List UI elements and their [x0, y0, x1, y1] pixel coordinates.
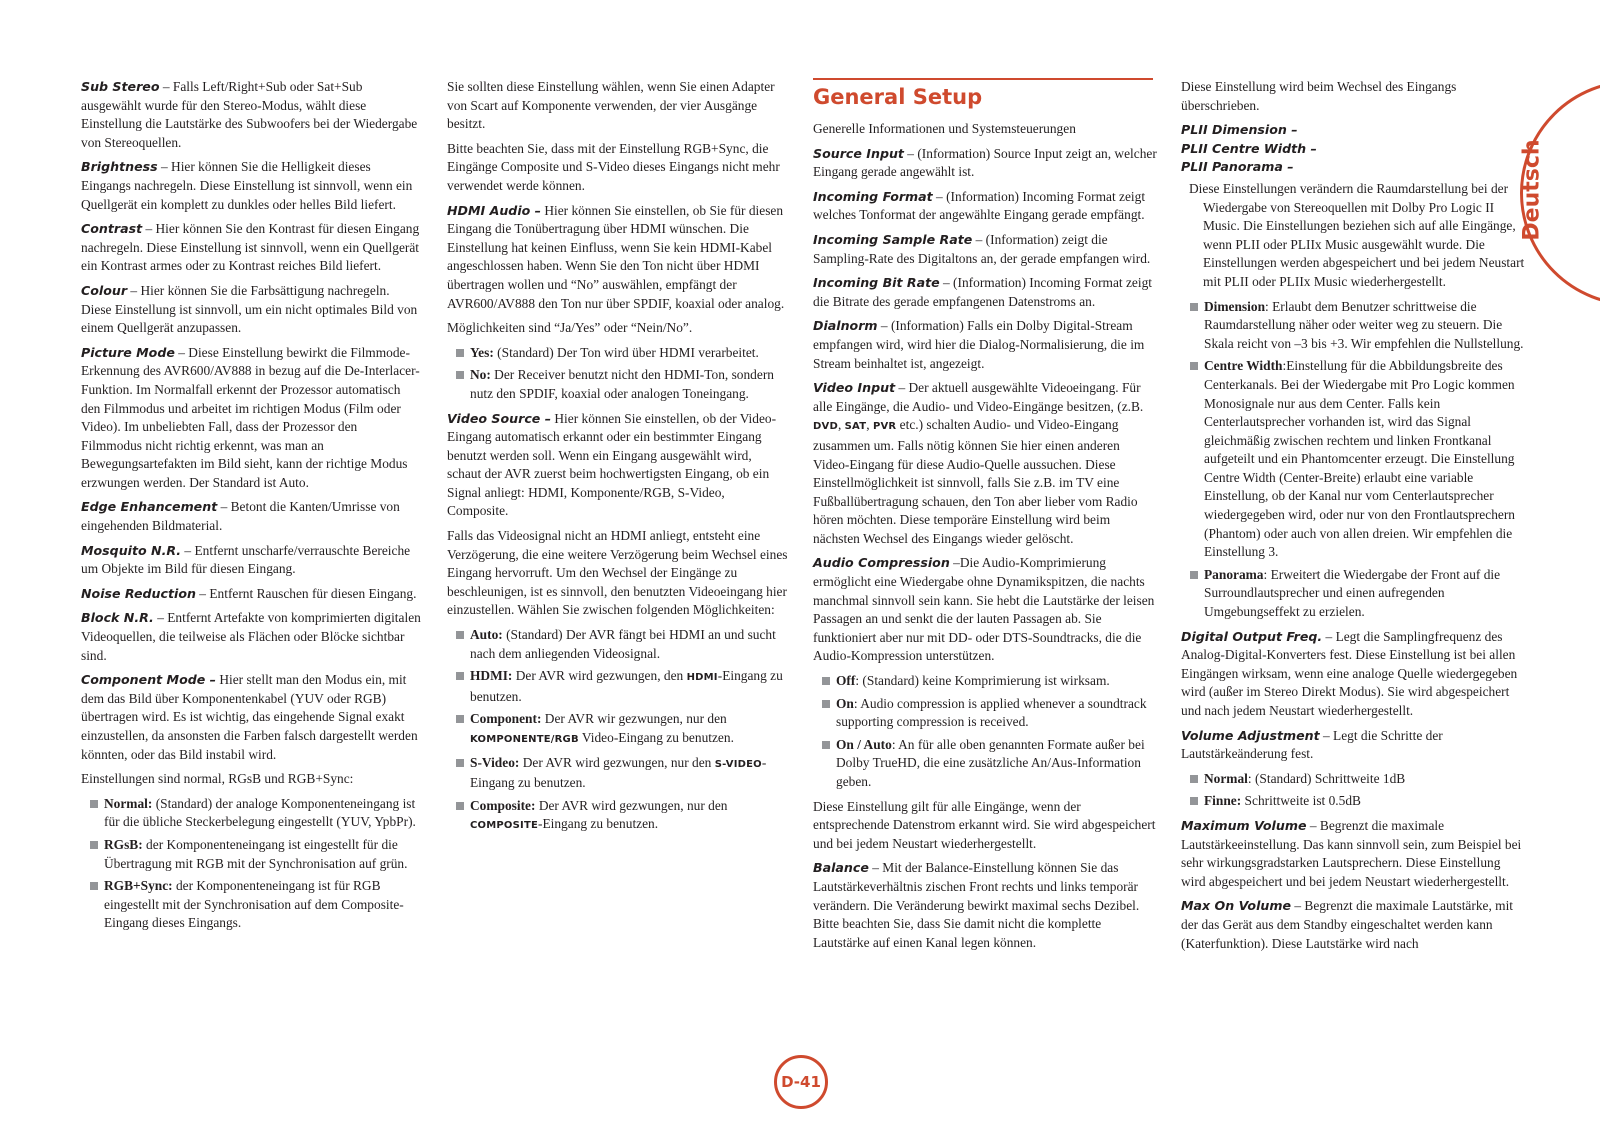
column-2	[447, 78, 789, 842]
paragraph-incoming-format: Incoming Format – (Information) Incoming Format zeigt welches Tonformat der angewählte Eingang gerade empfängt.	[813, 188, 1146, 223]
paragraph-video-input: Video Input – Der aktuell ausgewählte Videoeingang. Für alle Eingänge, die Audio- und Video-Eingänge besitzen, (z.B. DVD, SAT, PVR etc.) schalten Audio- und Video-Eingang zusammen um. Falls nötig können Sie hier einen anderen Video-Eingang für diese Audio-Quelle aussuchen. Diese Einstellmöglichkeit ist sinnvoll, falls Sie z.B. im TV eine Fußballübertragung schauen, den Ton aber lieber vom Radio hören möchten. Diese temporäre Einstellung wird beim nächsten Wechsel des Eingangs wieder gelöscht.	[813, 380, 1144, 546]
language-tab-label: Deutsch	[1519, 139, 1545, 241]
paragraph-block-nr: Block N.R. – Entfernt Artefakte von komprimierten digitalen Videoquellen, die teilweise als Flächen oder Blöcke sichtbar sind.	[81, 610, 421, 663]
paragraph-colour: Colour – Hier können Sie die Farbsättigung nachregeln. Diese Einstellung ist sinnvoll, um ein nicht optimales Bild von einem Quellgerät anzupassen.	[81, 282, 418, 336]
paragraph-edge-enhancement: Edge Enhancement – Betont die Kanten/Umrisse von eingehenden Bildmaterial.	[81, 499, 400, 534]
column-4	[1181, 78, 1526, 959]
paragraph-incoming-bit-rate: Incoming Bit Rate – (Information) Incoming Format zeigt die Bitrate des gerade empfangenen Datenstroms an.	[813, 275, 1152, 309]
paragraph-general-intro: Generelle Informationen und Systemsteuerungen	[813, 121, 1076, 136]
paragraph-audio-compression: Audio Compression –Die Audio-Komprimierung ermöglicht eine Wiedergabe ohne Dynamikspitzen, die nachts manchmal sinnvoll sein kann. Sie hebt die Lautstärke der leisen Passagen an und senkt die der lauten Passagen ab. Sie funktioniert aber nur mit DD- oder DTS-Soundtracks, die die Audio-Kompression unterstützen.	[813, 555, 1155, 664]
list-item: Normal: (Standard) Schrittweite 1dB	[1181, 770, 1526, 789]
term-pl2-centre-width: PLII Centre Width –	[1181, 140, 1317, 156]
list-item: Panorama: Erweitert die Wiedergabe der Front auf die Surroundlautsprecher und einen aufregenden Umgebungseffekt zu erzielen.	[1181, 566, 1526, 622]
list-item: Component: Der AVR wir gezwungen, nur den KOMPONENTE/RGB Video-Eingang zu benutzen.	[447, 710, 789, 749]
paragraph-mosquito: Mosquito N.R. – Entfernt unscharfe/verrauschte Bereiche um Objekte im Bild für diesen Eingang.	[81, 542, 411, 577]
list-item: No: Der Receiver benutzt nicht den HDMI-Ton, sondern nutz den SPDIF, koaxial oder analogen Toneingang.	[447, 366, 789, 403]
column-3	[813, 78, 1158, 958]
list-item: On / Auto: An für alle oben genannten Formate außer bei Dolby TrueHD, die eine zusätzliche An/Aus-Information geben.	[813, 736, 1158, 792]
list-item: Finne: Schrittweite ist 0.5dB	[1181, 792, 1526, 811]
page-number: D-41	[781, 1073, 821, 1091]
pl2-list	[1181, 298, 1526, 622]
list-item: Auto: (Standard) Der AVR fängt bei HDMI an und sucht nach dem anliegenden Videosignal.	[447, 626, 789, 663]
paragraph-pl2-intro: Diese Einstellungen verändern die Raumdarstellung bei der Wiedergabe von Stereoquellen mit Dolby Pro Logic II Music. Die Einstellungen beziehen sich auf alle Eingänge, wenn PLII oder PLIIx Music ausgewählt wurde. Die Einstellungen werden abgespeichert und bei jedem Neustart mit PLII oder PLIIx Music wiederhergestellt.	[1189, 180, 1525, 289]
list-item: Dimension: Erlaubt dem Benutzer schrittweise die Raumdarstellung näher oder weiter weg zu steuern. Die Skala reicht von –3 bis +3. Wir empfehlen die Nullstellung.	[1181, 298, 1526, 354]
paragraph-applies-all-inputs: Diese Einstellung gilt für alle Eingänge, wenn der entsprechende Datenstrom erkannt wird. Sie wird abgespeichert und bei jedem Neustart wiederhergestellt.	[813, 798, 1156, 851]
paragraph-dialnorm: Dialnorm – (Information) Falls ein Dolby Digital-Stream empfangen wird, wird hier die Dialog-Normalisierung, die im Stream beinhaltet ist, angezeigt.	[813, 318, 1145, 371]
audio-compression-list	[813, 672, 1158, 792]
list-item: RGsB: der Komponenteneingang ist eingestellt für die Übertragung mit RGB mit der Synchronisation auf grün.	[81, 836, 421, 873]
paragraph-digital-output: Digital Output Freq. – Legt die Samplingfrequenz des Analog-Digital-Konverters fest. Diese Einstellung ist bei allen Eingängen wirksam, wenn eine analoge Quelle wiedergegeben wird (außer im Stereo Direkt Modus). Sie wird abgespeichert und nach jedem Neustart wiederhergestellt.	[1181, 628, 1518, 718]
section-heading: General Setup	[813, 85, 983, 109]
hdmi-audio-list	[447, 344, 789, 404]
paragraph-hdmi-audio: HDMI Audio – Hier können Sie einstellen, ob Sie für diesen Eingang die Tonübertragung über HDMI wünschen. Die Einstellung hat keinen Einfluss, wenn Sie kein HDMI-Kabel angeschlossen haben. Wenn Sie den Ton nicht über HDMI übertragen wollen und “No” auswählen, empfängt der AVR600/AV888 den Ton nur über SPDIF, koaxial oder analog.	[447, 202, 785, 311]
paragraph-volume-adjustment: Volume Adjustment – Legt die Schritte der Lautstärkeänderung fest.	[1181, 727, 1443, 762]
paragraph-component-mode: Component Mode – Hier stellt man den Modus ein, mit dem das Bild über Komponentenkabel (YUV oder RGB) übertragen wird. Es ist wichtig, das eingehende Signal exakt einzustellen, da ansonsten die Farben falsch dargestellt werden könnten, oder das Bild instabil wird.	[81, 672, 418, 762]
paragraph-sub-stereo: Sub Stereo – Falls Left/Right+Sub oder Sat+Sub ausgewählt wurde für den Stereo-Modus, wählt diese Einstellung die Lautstärke des Subwoofers bei der Wiedergabe von Stereoquellen.	[81, 79, 418, 150]
heading-rule	[813, 78, 1153, 80]
list-item: On: Audio compression is applied whenever a soundtrack supporting compression is received.	[813, 695, 1158, 732]
list-item: RGB+Sync: der Komponenteneingang ist für RGB eingestellt mit der Synchronisation auf dem Composite-Eingang dieses Eingangs.	[81, 877, 421, 933]
paragraph-balance: Balance – Mit der Balance-Einstellung können Sie das Lautstärkeverhältnis zischen Front rechts und links temporär verändern. Die Veränderung bewirkt maximal sechs Dezibel. Bitte beachten Sie, dass Sie damit nicht die komplette Lautstärke auf einen Kanal legen können.	[813, 860, 1140, 950]
term-pl2-dimension: PLII Dimension –	[1181, 122, 1298, 138]
paragraph-video-source: Video Source – Hier können Sie einstellen, ob der Video-Eingang automatisch erkannt oder ein bestimmter Eingang benutzt werden soll. Wenn ein Eingang ausgewählt wird, schaut der AVR zuerst beim hochwertigsten Eingang, ob ein Signal anliegt: HDMI, Komponente/RGB, S-Video, Composite.	[447, 410, 777, 519]
paragraph-picture-mode: Picture Mode – Diese Einstellung bewirkt die Filmmode-Erkennung des AVR600/AV888 in bezug auf die De-Interlacer-Funktion. Im Normalfall erkennt der Prozessor automatisch den Filmmodus und arbeitet im richtigen Modus (Film oder Video). Im unbeliebten Fall, dass der Prozessor den Filmmodus nicht richtig erkennt, was man an Bewegungsartefakten im Bild sieht, kann der richtige Modus erzwungen werden. Der Standard ist Auto.	[81, 344, 420, 490]
page-number-badge	[774, 1055, 828, 1109]
paragraph-source-input: Source Input – (Information) Source Input zeigt an, welcher Eingang gerade angewählt ist.	[813, 145, 1157, 180]
paragraph-overwrite-note: Diese Einstellung wird beim Wechsel des Eingangs überschrieben.	[1181, 79, 1457, 113]
paragraph-options-intro: Möglichkeiten sind “Ja/Yes” oder “Nein/No”.	[447, 320, 693, 336]
list-item: Off: (Standard) keine Komprimierung ist wirksam.	[813, 672, 1158, 691]
list-item: Yes: (Standard) Der Ton wird über HDMI verarbeitet.	[447, 344, 789, 363]
paragraph-maximum-volume: Maximum Volume – Begrenzt die maximale Lautstärkeeinstellung. Das kann sinnvoll sein, zum Beispiel bei sehr wirkungsgradstarken Lautsprechern. Diese Einstellung wird abgespeichert und bei jedem Neustart wiederhergestellt.	[1181, 817, 1522, 889]
term-pl2-panorama: PLII Panorama –	[1181, 159, 1294, 175]
paragraph-rgb-sync-note: Bitte beachten Sie, dass mit der Einstellung RGB+Sync, die Eingänge Composite und S-Video dieses Eingangs nicht mehr verwendet werde können.	[447, 140, 780, 193]
list-item: Centre Width:Einstellung für die Abbildungsbreite des Centerkanals. Bei der Wiedergabe mit Pro Logic kommen Monosignale nur aus dem Center. Falls kein Centerlautsprecher vorhanden ist, wird das Signal gleichmäßig zwischen rechtem und linken Frontkanal aufgeteilt und ein Phantomcenter erzeugt. Die Einstellung Centre Width (Center-Breite) erlaubt eine variable Einstellung, ob der Kanal nur vom Centerlautsprecher wiedergegeben wird, oder nur von den Frontlautsprechern (Phantom) oder auch von allen dreien. Wir empfehlen die Einstellung 3.	[1181, 357, 1526, 562]
column-1	[81, 78, 421, 939]
list-item: S-Video: Der AVR wird gezwungen, nur den S-VIDEO-Eingang zu benutzen.	[447, 754, 789, 793]
paragraph-settings-intro: Einstellungen sind normal, RGsB und RGB+Sync:	[81, 771, 354, 787]
video-source-list	[447, 626, 789, 836]
paragraph-incoming-sample-rate: Incoming Sample Rate – (Information) zeigt die Sampling-Rate des Digitaltons an, der gerade empfangen wird.	[813, 231, 1151, 266]
paragraph-max-on-volume: Max On Volume – Begrenzt die maximale Lautstärke, mit der das Gerät aus dem Standby eingeschaltet werden kann (Katerfunktion). Diese Lautstärke wird nach	[1181, 898, 1514, 951]
list-item: Normal: (Standard) der analoge Komponenteneingang ist für die übliche Steckerbelegung eingestellt (YUV, YpbPr).	[81, 795, 421, 832]
component-mode-list	[81, 795, 421, 933]
pl2-terms	[1181, 121, 1526, 177]
list-item: HDMI: Der AVR wird gezwungen, den HDMI-Eingang zu benutzen.	[447, 667, 789, 706]
paragraph-noise-reduction: Noise Reduction – Entfernt Rauschen für diesen Eingang.	[81, 585, 417, 601]
paragraph-brightness: Brightness – Hier können Sie die Helligkeit dieses Eingangs nachregeln. Diese Einstellung ist sinnvoll, wenn ein Quellgerät ein komplett zu dunkles oder helles Bild liefert.	[81, 159, 413, 212]
list-item: Composite: Der AVR wird gezwungen, nur den COMPOSITE-Eingang zu benutzen.	[447, 797, 789, 836]
paragraph-scart: Sie sollten diese Einstellung wählen, wenn Sie einen Adapter von Scart auf Komponente verwenden, der vier Ausgänge besitzt.	[447, 79, 775, 132]
paragraph-video-fallback: Falls das Videosignal nicht an HDMI anliegt, entsteht eine Verzögerung, die eine weitere Verzögerung beim Wechsel eines Eingang hervorruft. Um den Wechsel der Eingänge zu beschleunigen, ist es sinnvoll, den benutzten Videoeingang hier einzustellen. Wählen Sie zwischen folgenden Möglichkeiten:	[447, 528, 788, 618]
volume-adjustment-list	[1181, 770, 1526, 811]
paragraph-contrast: Contrast – Hier können Sie den Kontrast für diesen Eingang nachregeln. Diese Einstellung ist sinnvoll, wenn ein Quellgerät ein Kontrast armes oder zu Kontrast reiches Bild liefert.	[81, 221, 420, 274]
